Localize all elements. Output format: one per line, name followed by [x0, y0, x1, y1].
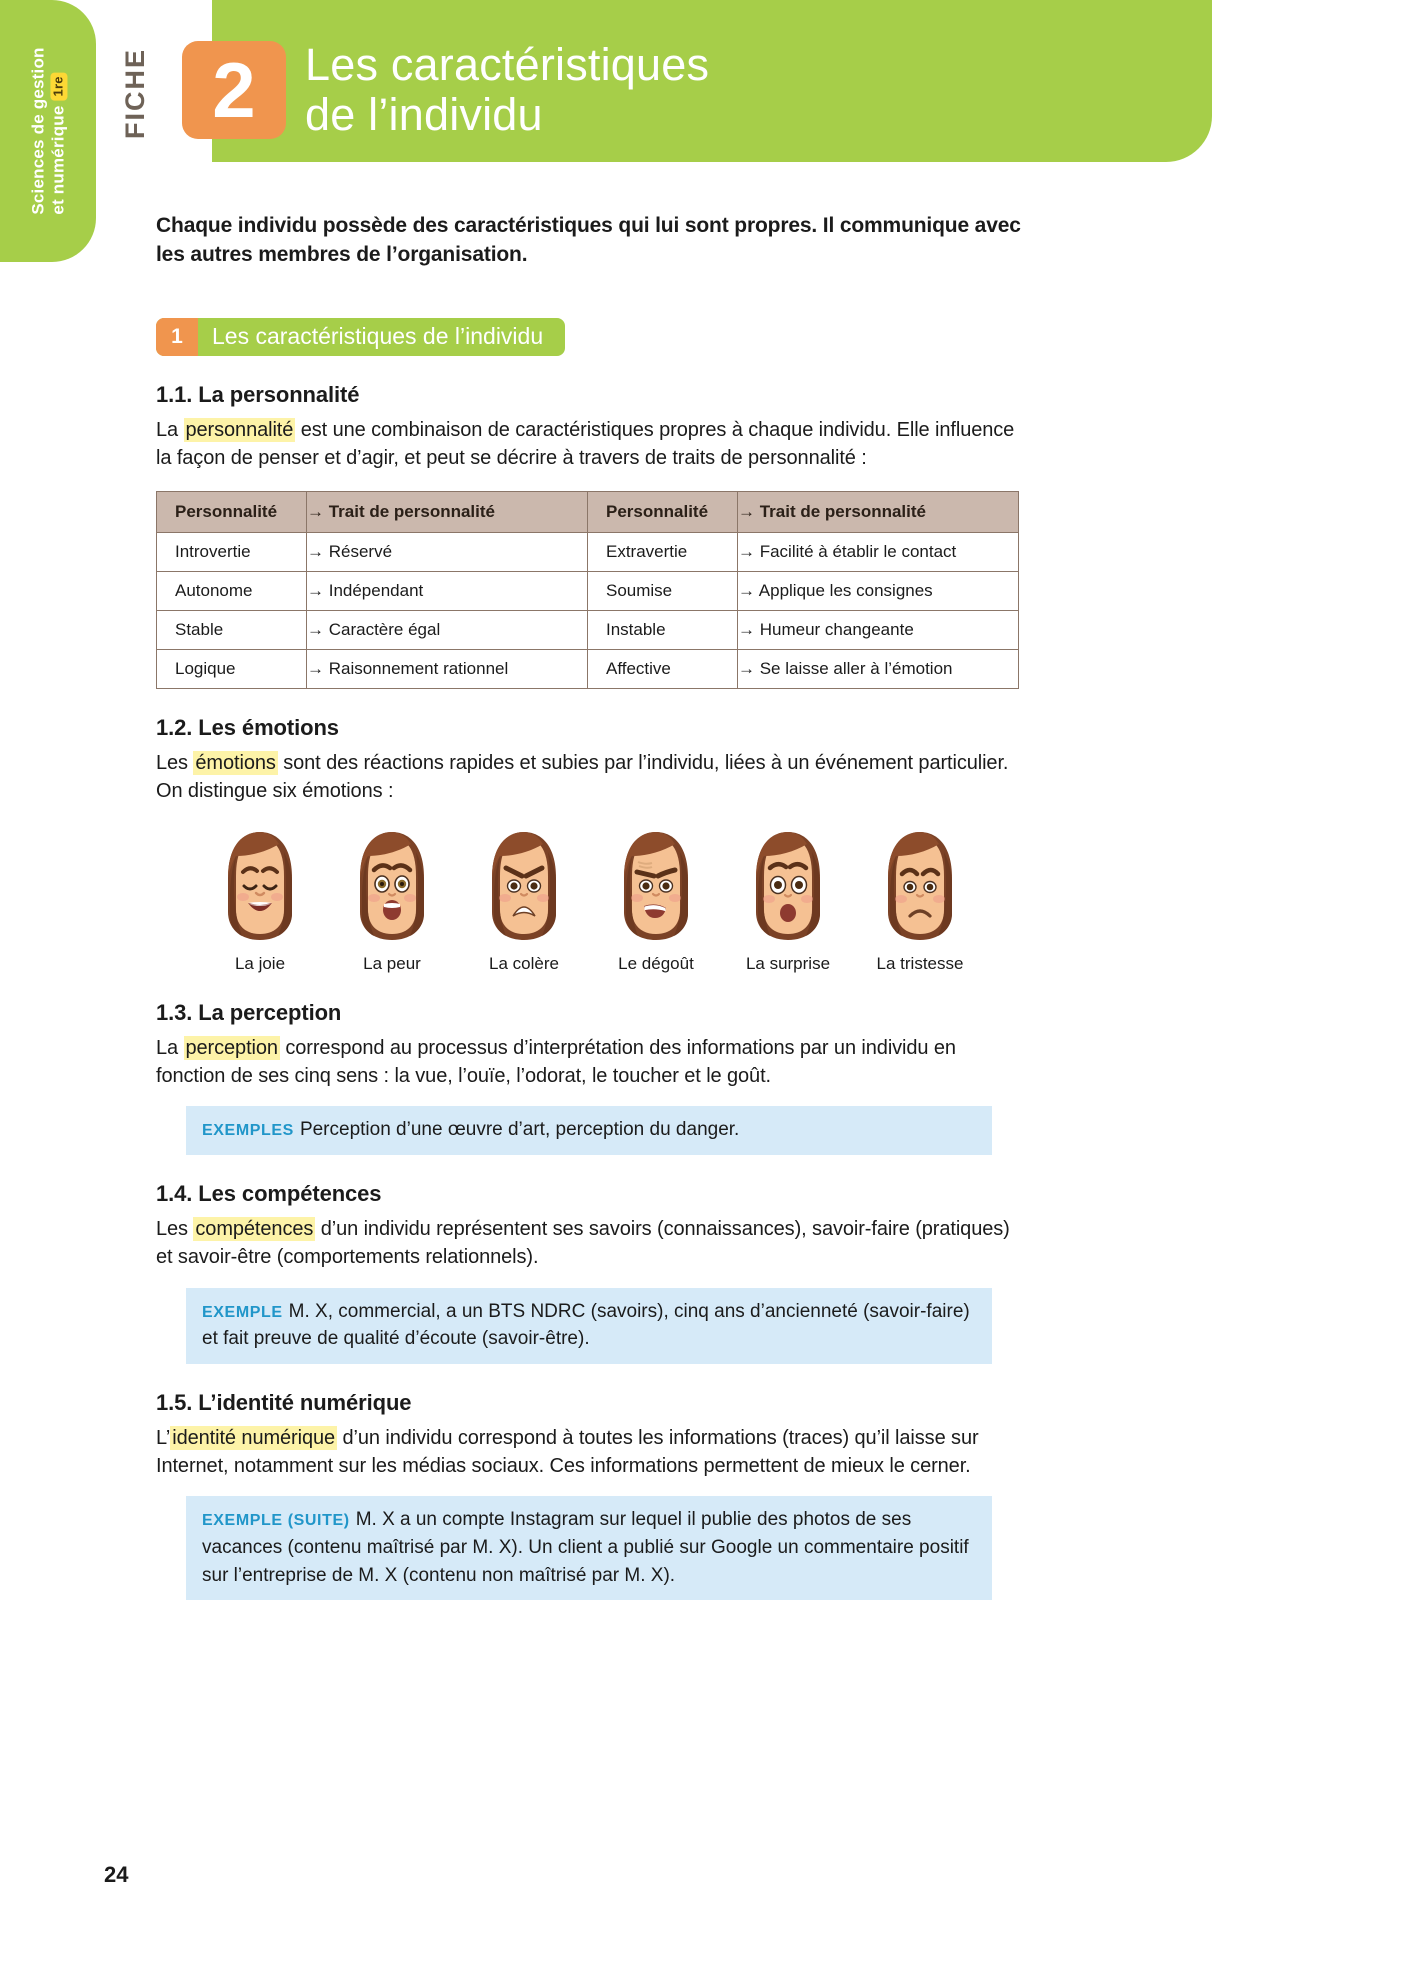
example-label-1-4: EXEMPLE — [202, 1303, 283, 1321]
fiche-word-label: FICHE — [120, 48, 150, 139]
fiche-number-badge: 2 — [182, 41, 286, 139]
heading-1-1: 1.1. La personnalité — [156, 381, 360, 407]
face-anger-icon — [476, 826, 572, 946]
p12-after: sont des réactions rapides et subies par l’individu, liées à un événement particulier. On distingue six émotions : — [156, 751, 1009, 803]
p11-keyword: personnalité — [185, 418, 294, 441]
intro-paragraph: Chaque individu possède des caractéristiques qui lui sont propres. Il communique avec les autres membres de l’organisation. — [156, 214, 1021, 266]
cell-trait: → Indépendant — [307, 571, 588, 610]
cell-personality: Instable — [588, 610, 738, 649]
p11-after: est une combinaison de caractéristiques propres à chaque individu. Elle influence la façon de penser et d’agir, et peut se décrire à travers de traits de personnalité : — [156, 418, 1015, 470]
cell-personality: Soumise — [588, 571, 738, 610]
p14-after: d’un individu représentent ses savoirs (connaissances), savoir-faire (pratiques) et savoir-être (comportements relationnels). — [156, 1217, 1010, 1269]
cell-trait: → Se laisse aller à l’émotion — [738, 649, 1019, 688]
face-sadness-icon — [872, 826, 968, 946]
cell-trait: → Humeur changeante — [738, 610, 1019, 649]
table-header-row — [157, 491, 1019, 532]
section-1-header — [156, 318, 565, 356]
emotion-item-anger — [476, 826, 572, 974]
example-text-1-4: M. X, commercial, a un BTS NDRC (savoirs), cinq ans d’ancienneté (savoir-faire) et fait preuve de qualité d’écoute (savoir-être). — [202, 1300, 970, 1350]
page-number: 24 — [104, 1862, 129, 1887]
sidebar-subject-label — [28, 47, 67, 214]
emotion-item-disgust — [608, 826, 704, 974]
heading-1-2: 1.2. Les émotions — [156, 714, 339, 740]
cell-trait: → Facilité à établir le contact — [738, 532, 1019, 571]
table-row — [157, 532, 1019, 571]
cell-personality: Stable — [157, 610, 307, 649]
example-box-1-3 — [186, 1106, 992, 1155]
cell-personality: Logique — [157, 649, 307, 688]
cell-trait: → Raisonnement rationnel — [307, 649, 588, 688]
p14-keyword: compétences — [195, 1217, 314, 1240]
section-1-label: Les caractéristiques de l’individu — [212, 323, 544, 350]
level-badge: 1re — [50, 72, 67, 100]
th-trait-right: → Trait de personnalité — [738, 491, 1019, 532]
face-disgust-icon — [608, 826, 704, 946]
th-trait-left: → Trait de personnalité — [307, 491, 588, 532]
heading-1-3: 1.3. La perception — [156, 999, 342, 1025]
p13-after: correspond au processus d’interprétation des informations par un individu en fonction de ses cinq sens : la vue, l’ouïe, l’odorat, le toucher et le goût. — [156, 1036, 956, 1087]
page-title — [305, 40, 709, 141]
emotion-label-disgust: Le dégoût — [618, 953, 694, 973]
p12-keyword: émotions — [195, 751, 276, 774]
paragraph-1-3 — [156, 1034, 1022, 1091]
p13-before: La — [156, 1036, 184, 1059]
emotion-item-joy — [212, 826, 308, 974]
emotion-label-joy: La joie — [234, 953, 286, 973]
th-personality-right: Personnalité — [588, 491, 738, 532]
emotion-item-fear — [344, 826, 440, 974]
p14-before: Les — [156, 1217, 194, 1240]
page-content — [156, 200, 1022, 1600]
emotion-label-anger: La colère — [489, 953, 559, 973]
emotion-label-sadness: La tristesse — [876, 953, 964, 973]
sidebar-subject-line2: et numérique — [48, 105, 67, 215]
paragraph-1-2 — [156, 749, 1022, 806]
table-row — [157, 571, 1019, 610]
sidebar-subject-line1: Sciences de gestion — [28, 47, 48, 215]
example-text-1-3: Perception d’une œuvre d’art, perception du danger. — [299, 1119, 740, 1141]
emotion-faces-row — [212, 826, 1022, 974]
paragraph-1-1 — [156, 416, 1022, 473]
paragraph-1-5 — [156, 1424, 1022, 1481]
table-row — [157, 649, 1019, 688]
p13-keyword: perception — [185, 1036, 278, 1059]
table-row — [157, 610, 1019, 649]
cell-personality: Affective — [588, 649, 738, 688]
sidebar-subject-line2-wrap — [48, 47, 68, 214]
emotion-item-surprise — [740, 826, 836, 974]
cell-personality: Extravertie — [588, 532, 738, 571]
example-box-1-5 — [186, 1496, 992, 1600]
th-personality-left: Personnalité — [157, 491, 307, 532]
personality-traits-table — [156, 491, 1019, 689]
face-fear-icon — [344, 826, 440, 946]
page-title-line2: de l’individu — [305, 89, 543, 141]
p15-after: d’un individu correspond à toutes les informations (traces) qu’il laisse sur Internet, notamment sur les médias sociaux. Ces informations permettent de mieux le cerner. — [156, 1426, 979, 1478]
section-1-number: 1 — [156, 318, 198, 356]
emotion-label-surprise: La surprise — [745, 953, 831, 973]
p11-before: La — [156, 418, 184, 441]
example-text-1-5: M. X a un compte Instagram sur lequel il publie des photos de ses vacances (contenu maîtrisé par M. X). Un client a publié sur Google un commentaire positif sur l’entreprise de M. X (contenu non maîtrisé par M. X). — [202, 1509, 969, 1586]
face-joy-icon — [212, 826, 308, 946]
heading-1-5: 1.5. L’identité numérique — [156, 1389, 412, 1415]
p15-before: L’ — [156, 1426, 171, 1449]
cell-trait: → Caractère égal — [307, 610, 588, 649]
example-label-1-3: EXEMPLES — [202, 1122, 294, 1140]
sidebar-subject-tab — [0, 0, 96, 262]
emotion-label-fear: La peur — [363, 953, 421, 973]
cell-personality: Autonome — [157, 571, 307, 610]
emotion-item-sadness — [872, 826, 968, 974]
cell-personality: Introvertie — [157, 532, 307, 571]
cell-trait: → Applique les consignes — [738, 571, 1019, 610]
page-title-line1: Les caractéristiques — [305, 39, 710, 90]
heading-1-4: 1.4. Les compétences — [156, 1180, 382, 1206]
face-surprise-icon — [740, 826, 836, 946]
example-box-1-4 — [186, 1288, 992, 1364]
paragraph-1-4 — [156, 1215, 1022, 1272]
cell-trait: → Réservé — [307, 532, 588, 571]
example-label-1-5: EXEMPLE (SUITE) — [202, 1512, 350, 1530]
p15-keyword: identité numérique — [172, 1426, 336, 1449]
p12-before: Les — [156, 751, 194, 774]
